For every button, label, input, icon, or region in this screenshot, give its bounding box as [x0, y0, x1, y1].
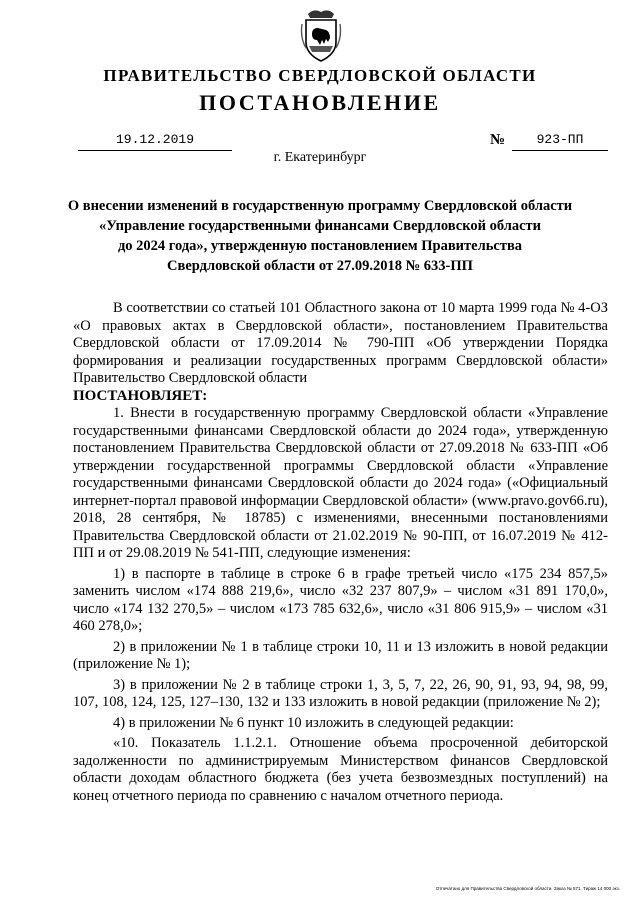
quoted-indicator-paragraph: «10. Показатель 1.1.2.1. Отношение объема просроченной дебиторской задолженности по администрируемым Министерством финансов Свердловской области доходам областного бюджета (без учета безвозмездных поступлений) на конец отчетного периода по сравнению с началом отчетного периода.	[73, 735, 608, 804]
city-name: г. Екатеринбург	[273, 150, 367, 165]
resolution-heading: ПОСТАНОВЛЯЕТ:	[73, 387, 208, 404]
subitem-2-paragraph: 2) в приложении № 1 в таблице строки 10, 11 и 13 изложить в новой редакции (приложение № 1);	[73, 638, 608, 672]
preamble-paragraph: В соответствии со статьей 101 Областного закона от 10 марта 1999 года № 4-ОЗ «О правовых актах в Свердловской области», постановлением Правительства Свердловской области от 17.09.2014 № 790-ПП «Об утверждении Порядка формирования и реализации государственных программ Свердловской области» Правительство Свердловской области	[73, 300, 608, 386]
subitem-4-paragraph: 4) в приложении № 6 пункт 10 изложить в следующей редакции:	[113, 714, 514, 731]
document-body	[73, 300, 608, 805]
title-line-1: О внесении изменений в государственную программу Свердловской области	[67, 198, 573, 214]
document-type: ПОСТАНОВЛЕНИЕ	[199, 90, 441, 115]
item-1-paragraph: 1. Внести в государственную программу Свердловской области «Управление государственными финансами Свердловской области до 2024 года», утвержденную постановлением Правительства Свердловской области от 27.09.2018 № 633-ПП «Об утверждении государственной программы Свердловской области «Управление государственными финансами Свердловской области до 2024 года» («Официальный интернет-портал правовой информации Свердловской области» (www.pravo.gov66.ru), 2018, 28 сентября, № 18785) с изменениями, внесенными постановлениями Правительства Свердловской области от 21.02.2019 № 90-ПП, от 16.07.2019 № 412-ПП и от 29.08.2019 № 541-ПП, следующие изменения:	[73, 405, 608, 561]
document-number: 923-ПП	[536, 132, 584, 147]
number-sign: №	[490, 132, 506, 148]
subitem-1-paragraph: 1) в паспорте в таблице в строке 6 в графе третьей число «175 234 857,5» заменить числом «174 888 219,6», число «32 237 807,9» – числом «31 891 170,0», число «174 132 270,5» – числом «173 785 632,6», число «31 806 915,9» – числом «31 460 278,0»;	[73, 565, 608, 634]
subitem-3-paragraph: 3) в приложении № 2 в таблице строки 1, 3, 5, 7, 22, 26, 90, 91, 93, 94, 98, 99, 107, 108, 124, 125, 127–130, 132 и 133 изложить в новой редакции (приложение № 2);	[73, 676, 608, 710]
print-footer: Отпечатано для Правительства Свердловской области. Заказ № 571. Тираж 14 000 экз.	[435, 886, 620, 891]
government-name: ПРАВИТЕЛЬСТВО СВЕРДЛОВСКОЙ ОБЛАСТИ	[103, 66, 537, 85]
title-line-4: Свердловской области от 27.09.2018 № 633-ПП	[167, 258, 473, 274]
title-line-3: до 2024 года», утвержденную постановлением Правительства	[117, 238, 523, 254]
title-line-2: «Управление государственными финансами Свердловской области	[98, 218, 542, 234]
coat-of-arms-icon	[300, 8, 342, 64]
document-title	[60, 196, 580, 276]
document-date: 19.12.2019	[115, 132, 194, 147]
